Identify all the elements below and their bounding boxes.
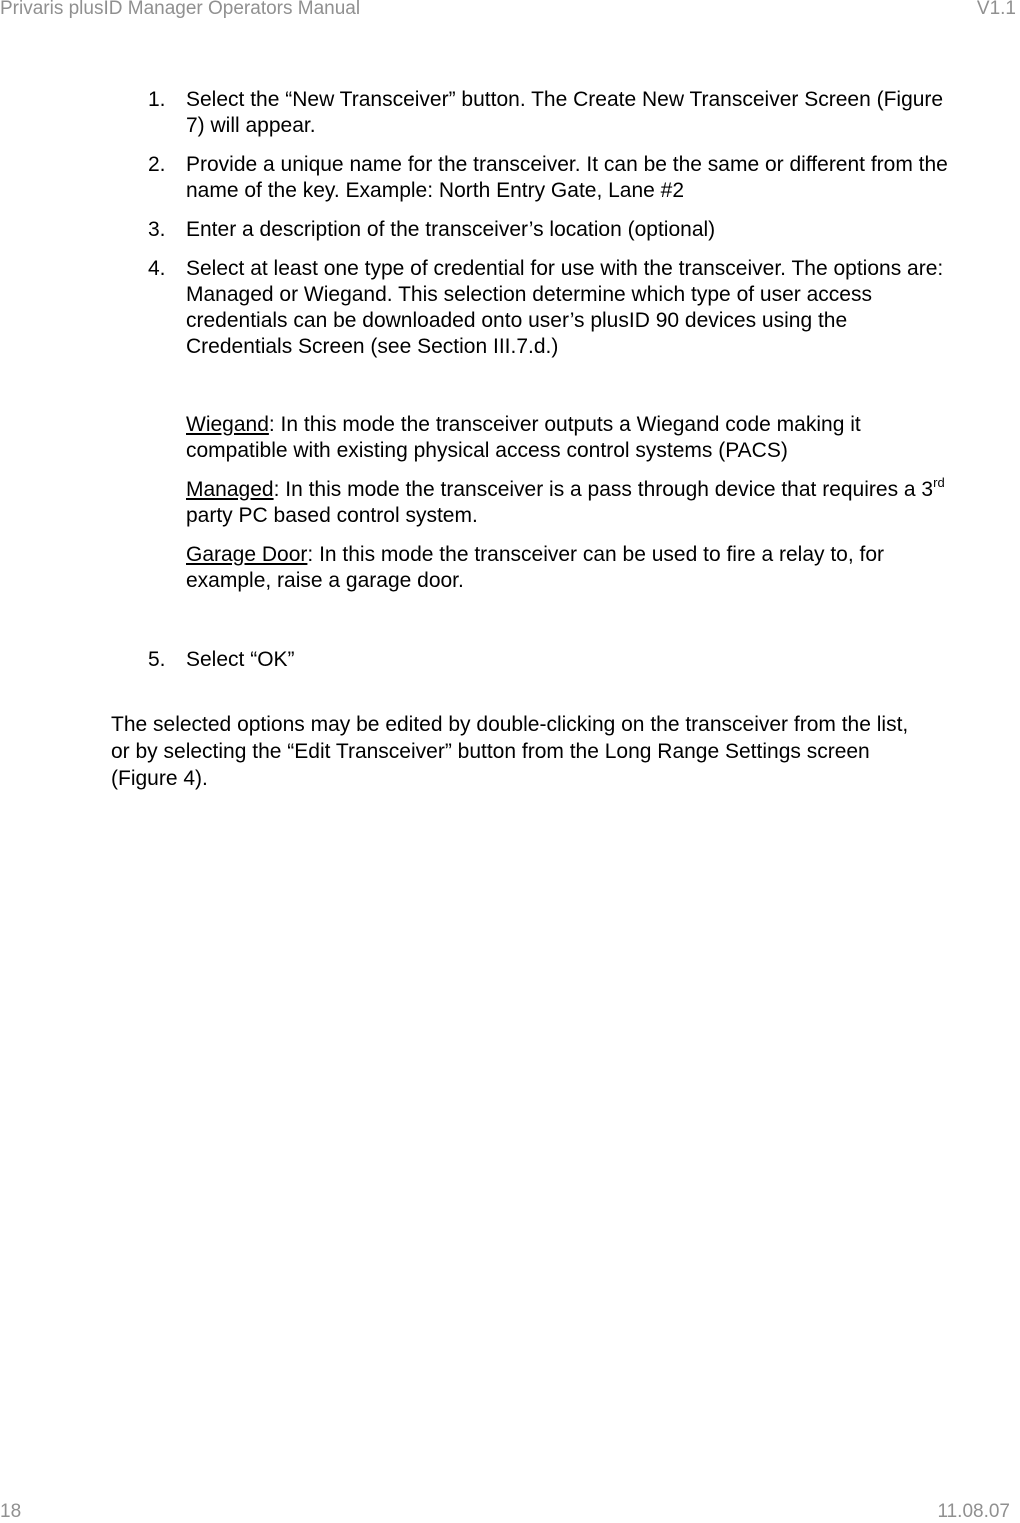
- step-list: [148, 87, 948, 373]
- mode-term: Wiegand: [186, 413, 269, 436]
- mode-garage-door: [186, 542, 946, 594]
- mode-description: : In this mode the transceiver is a pass through device that requires a 3: [273, 478, 934, 501]
- list-item: [148, 647, 295, 673]
- list-item: [148, 256, 948, 360]
- closing-paragraph: The selected options may be edited by double-clicking on the transceiver from the list, or by selecting the “Edit Transceiver” button from the Long Range Settings screen (Figure 4).: [111, 713, 909, 790]
- step-text: Select “OK”: [186, 648, 295, 671]
- step-number: 5.: [148, 648, 166, 671]
- step-text: Provide a unique name for the transceiver. It can be the same or different from the name of the key. Example: North Entry Gate, Lane #2: [186, 153, 948, 202]
- step-number: 1.: [148, 88, 166, 111]
- document-date: 11.08.07: [937, 1501, 1010, 1522]
- list-item: [148, 152, 948, 204]
- list-item: [148, 87, 948, 139]
- mode-managed: [186, 477, 946, 529]
- step-number: 4.: [148, 257, 166, 280]
- mode-term: Garage Door: [186, 543, 308, 566]
- ordinal-suffix: rd: [933, 475, 945, 490]
- list-item: [148, 217, 948, 243]
- step-text: Enter a description of the transceiver’s location (optional): [186, 218, 716, 241]
- mode-descriptions: [186, 412, 946, 607]
- mode-description: : In this mode the transceiver can be used to fire a relay to, for example, raise a garage door.: [186, 543, 885, 592]
- document-title: Privaris plusID Manager Operators Manual: [0, 0, 361, 19]
- step-number: 2.: [148, 153, 166, 176]
- page-number: 18: [0, 1501, 22, 1522]
- step-text: Select at least one type of credential for use with the transceiver. The options are: Managed or Wiegand. This selection determine which type of user access credentials can be downloaded onto user’s plusID 90 devices using the Credentials Screen (see Section III.7.d.): [186, 257, 944, 358]
- document-version: V1.1: [976, 0, 1016, 19]
- mode-description-end: party PC based control system.: [186, 504, 478, 527]
- mode-description: : In this mode the transceiver outputs a Wiegand code making it compatible with existing physical access control systems (PACS): [186, 413, 861, 462]
- mode-term: Managed: [186, 478, 274, 501]
- step-text: Select the “New Transceiver” button. The Create New Transceiver Screen (Figure 7) will appear.: [186, 88, 944, 137]
- step-number: 3.: [148, 218, 166, 241]
- mode-wiegand: [186, 412, 946, 464]
